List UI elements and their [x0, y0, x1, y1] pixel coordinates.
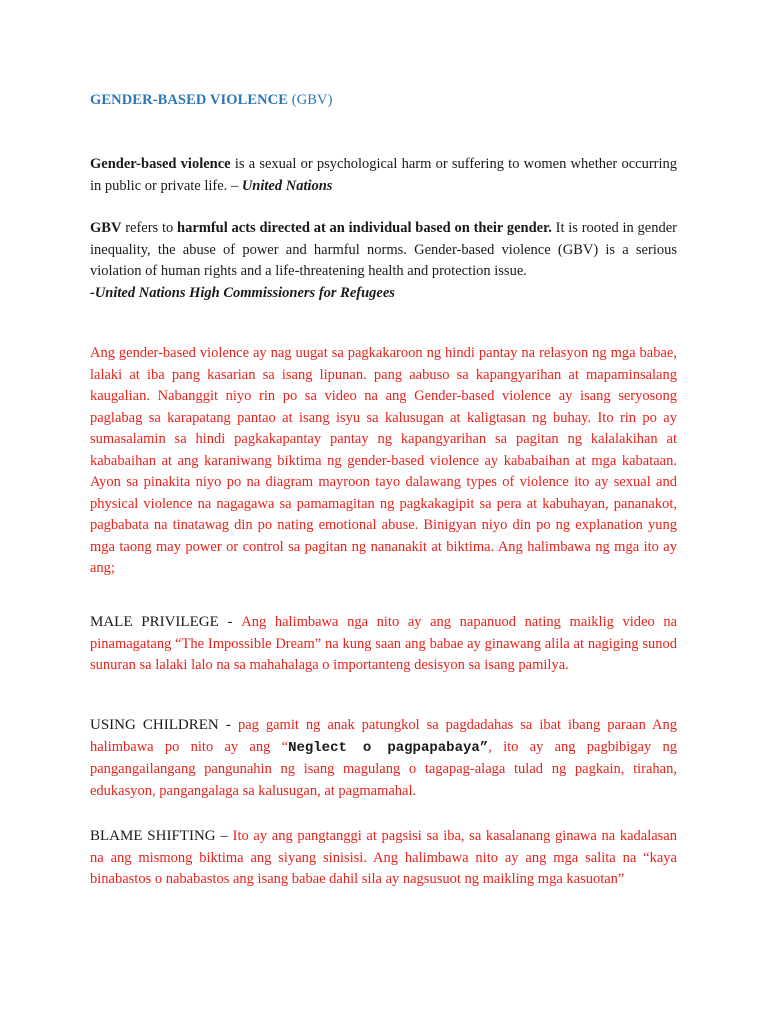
definition-unhcr: [90, 218, 677, 304]
gbv-emphasis: harmful acts directed at an individual based on their gender.: [177, 220, 552, 236]
intro-paragraph: Ang gender-based violence ay nag uugat sa pagkakaroon ng hindi pantay na relasyon ng mga babae, lalaki at iba pang kasarian sa isang lipunan. pang aabuso sa kapangyarihan at mapaminsalang kaugalian. Nabanggit niyo rin po sa video na ang Gender-based violence ay isang seryosong paglabag sa karapatang pantao at isang isyu sa kalusugan at kaligtasan ng buhay. Ito rin po ay sumasalamin sa hindi pagkakapantay pantay ng kapangyarihan sa pagitan ng kalalakihan at kababaihan at ang karaniwang biktima ng gender-based violence ay kababaihan at mga kabataan. Ayon sa pinakita niyo po na diagram mayroon tayo dalawang types of violence ito ay sexual and physical violence na nagagawa sa pamamagitan ng pagkakagipit sa pera at kabuhayan, pananakot, pagbabata na tinatawag din po nating emotional abuse. Binigyan niyo din po ng explanation yung mga taong may power or control sa pagitan ng nananakit at biktima. Ang halimbawa ng mga ito ay ang;: [90, 345, 677, 576]
male-privilege-paragraph: [90, 612, 677, 677]
using-children-text-after: , ito ay ang pagbibigay ng pangangailangang pangunahin ng isang magulang o tagapag-alaga tulad ng pagkain, tirahan, edukasyon, pangangalaga sa kalusugan, at pagmamahal.: [90, 738, 677, 799]
definition-text: is a sexual or psychological harm or suffering to women whether occurring in public or private life. –: [90, 156, 678, 194]
definition-united-nations: [90, 154, 677, 197]
blame-shifting-paragraph: [90, 826, 677, 891]
male-privilege-text: Ang halimbawa nga nito ay ang napanuod nating maiklig video na pinamagatang “The Impossible Dream” na kung saan ang babae ay ginawang alila at nagiging sunod sunuran sa lalaki lalo na sa mahahalaga o importanteng desisyon sa isang pamilya.: [90, 614, 677, 673]
title-main: GENDER-BASED VIOLENCE: [90, 92, 289, 108]
using-children-heading: USING CHILDREN -: [90, 717, 238, 733]
male-privilege-heading: MALE PRIVILEGE -: [90, 614, 242, 630]
blame-shifting-text: Ito ay ang pangtanggi at pagsisi sa iba, sa kasalanang ginawa na kadalasan na ang mismong biktima ang siyang sinisisi. Ang halimbawa nito ay ang mga salita na “kaya binabastos o nababastos ang isang babae dahil sila ay nagsusuot ng maikling mga kasuotan”: [90, 828, 677, 887]
gbv-source: -United Nations High Commissioners for Refugees: [90, 284, 395, 301]
gbv-text-before: refers to: [121, 220, 178, 236]
gbv-text-after: It is rooted in gender inequality, the abuse of power and harmful norms. Gender-based violence (GBV) is a serious violation of human rights and a life-threatening health and protection issue.: [90, 220, 678, 279]
using-children-paragraph: [90, 715, 677, 802]
title-abbreviation: (GBV): [291, 92, 333, 108]
document-title: [90, 92, 677, 109]
definition-source: United Nations: [241, 177, 333, 194]
definition-term: Gender-based violence: [90, 156, 231, 172]
gbv-term: GBV: [90, 220, 122, 236]
blame-shifting-heading: BLAME SHIFTING –: [90, 828, 233, 844]
using-children-emphasis: Neglect o pagpapabaya”: [288, 739, 489, 756]
using-children-text-before: pag gamit ng anak patungkol sa pagdadahas sa ibat ibang paraan Ang halimbawa po nito ay ang “: [90, 717, 677, 755]
